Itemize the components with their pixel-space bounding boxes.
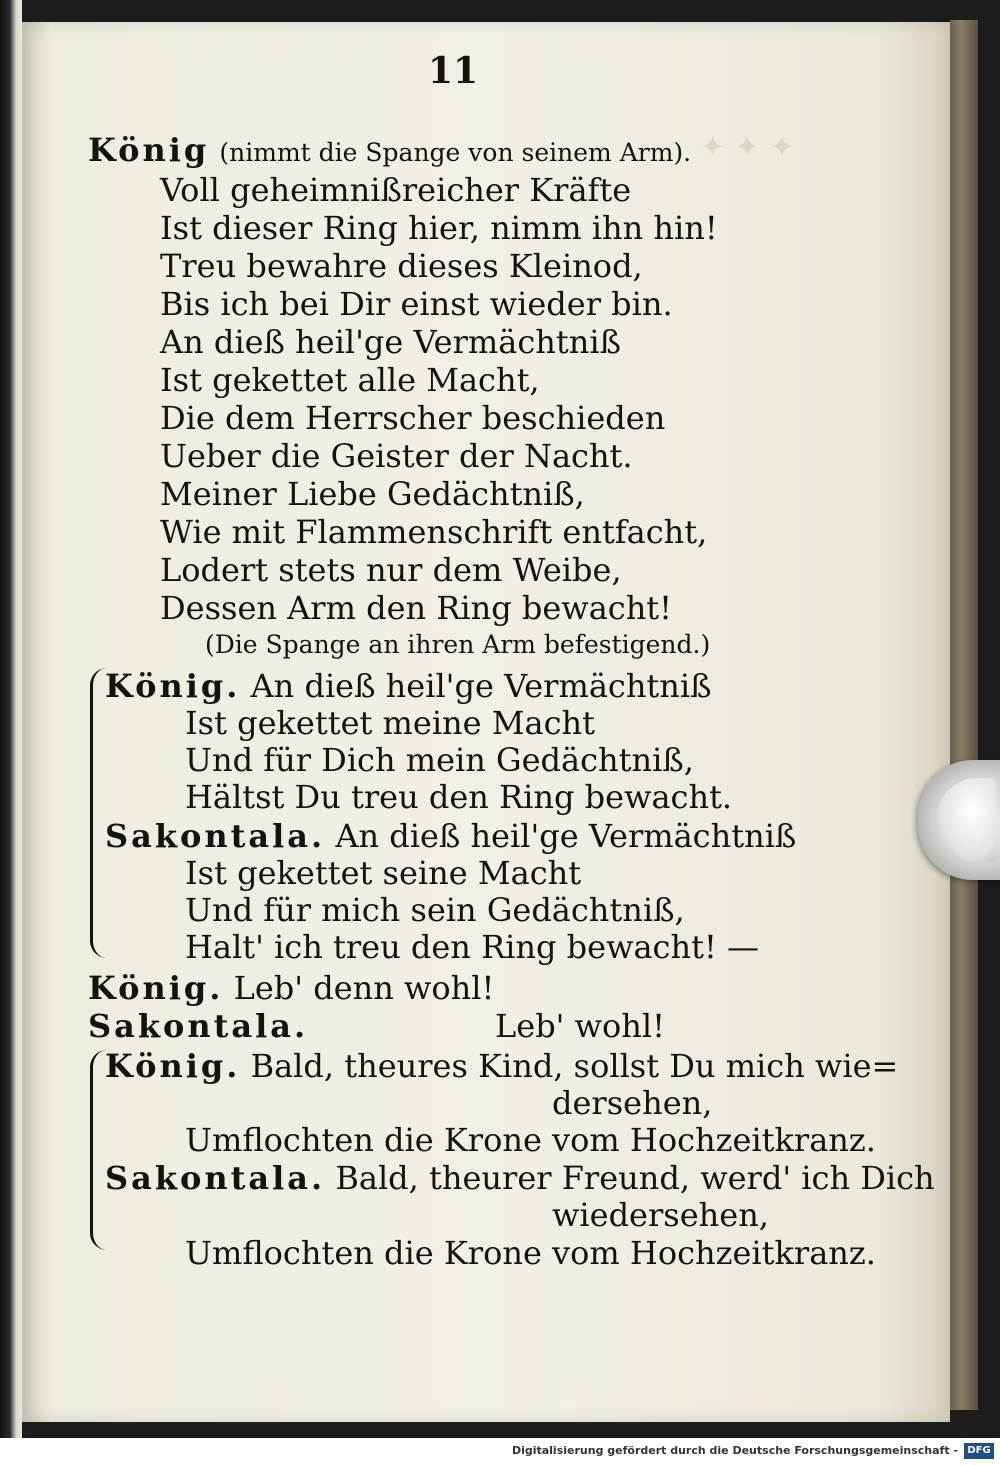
verse-line: Dessen Arm den Ring bewacht! — [160, 589, 673, 627]
verse-line: Ist gekettet seine Macht — [185, 854, 582, 892]
text-line — [105, 1160, 935, 1196]
verse-text: An dieß heil'ge Vermächtniß — [335, 817, 797, 855]
text-line — [88, 1008, 308, 1044]
verse-line: Lodert stets nur dem Weibe, — [160, 551, 622, 589]
speaker-name: König — [88, 131, 210, 169]
speaker-name: Sakontala. — [88, 1007, 309, 1045]
verse-line: An dieß heil'ge Vermächtniß — [160, 323, 621, 361]
verse-line: Ueber die Geister der Nacht. — [160, 437, 633, 475]
text-line — [105, 668, 712, 704]
verse-line: Treu bewahre dieses Kleinod, — [160, 247, 643, 285]
dfg-logo: DFG — [964, 1443, 994, 1459]
text-line — [88, 970, 494, 1006]
verse-line: Umflochten die Krone vom Hochzeitkranz. — [185, 1234, 876, 1272]
verse-line: Ist gekettet alle Macht, — [160, 361, 540, 399]
text-line — [105, 1048, 898, 1084]
verse-line: Voll geheimnißreicher Kräfte — [160, 171, 632, 209]
speaker-name: Sakontala. — [105, 1159, 326, 1197]
verse-line: Die dem Herrscher beschieden — [160, 399, 666, 437]
verse-line: Ist dieser Ring hier, nimm ihn hin! — [160, 209, 718, 247]
verse-line: Halt' ich treu den Ring bewacht! — — [185, 928, 759, 966]
verse-line: dersehen, — [552, 1084, 713, 1122]
verse-line: Ist gekettet meine Macht — [185, 704, 595, 742]
stage-direction: (nimmt die Spange von seinem Arm). — [219, 138, 692, 167]
speaker-name: Sakontala. — [105, 817, 326, 855]
show-through-decoration: ✦ ✦ ✦ — [700, 130, 795, 165]
verse-line: Und für Dich mein Gedächtniß, — [185, 741, 694, 779]
book-fore-edge — [950, 20, 978, 1410]
verse-line: Bis ich bei Dir einst wieder bin. — [160, 285, 673, 323]
verse-line: Meiner Liebe Gedächtniß, — [160, 475, 585, 513]
verse-line: Leb' wohl! — [495, 1007, 665, 1045]
footer-bar — [0, 1438, 1000, 1465]
verse-line: wiedersehen, — [552, 1196, 769, 1234]
page-number: 11 — [428, 50, 479, 92]
speaker-name: König. — [105, 1047, 241, 1085]
verse-text: An dieß heil'ge Vermächtniß — [250, 667, 712, 705]
verse-line: Umflochten die Krone vom Hochzeitkranz. — [185, 1121, 876, 1159]
verse-line: Hältst Du treu den Ring bewacht. — [185, 778, 733, 816]
speaker-name: König. — [105, 667, 241, 705]
verse-text: Leb' denn wohl! — [233, 969, 495, 1007]
stage-direction: (Die Spange an ihren Arm befestigend.) — [205, 630, 711, 659]
speaker-name: König. — [88, 969, 224, 1007]
page-clip-highlight — [936, 778, 996, 862]
adjacent-page-edge — [0, 0, 22, 1465]
verse-text: Bald, theures Kind, sollst Du mich wie= — [250, 1047, 899, 1085]
brace — [90, 668, 107, 958]
text-line — [105, 818, 796, 854]
verse-text: Bald, theurer Freund, werd' ich Dich — [335, 1159, 935, 1197]
verse-line: Wie mit Flammenschrift entfacht, — [160, 513, 708, 551]
text-line — [88, 132, 691, 171]
footer-credit: Digitalisierung gefördert durch die Deutsche Forschungsgemeinschaft - — [511, 1444, 958, 1457]
verse-line: Und für mich sein Gedächtniß, — [185, 891, 685, 929]
